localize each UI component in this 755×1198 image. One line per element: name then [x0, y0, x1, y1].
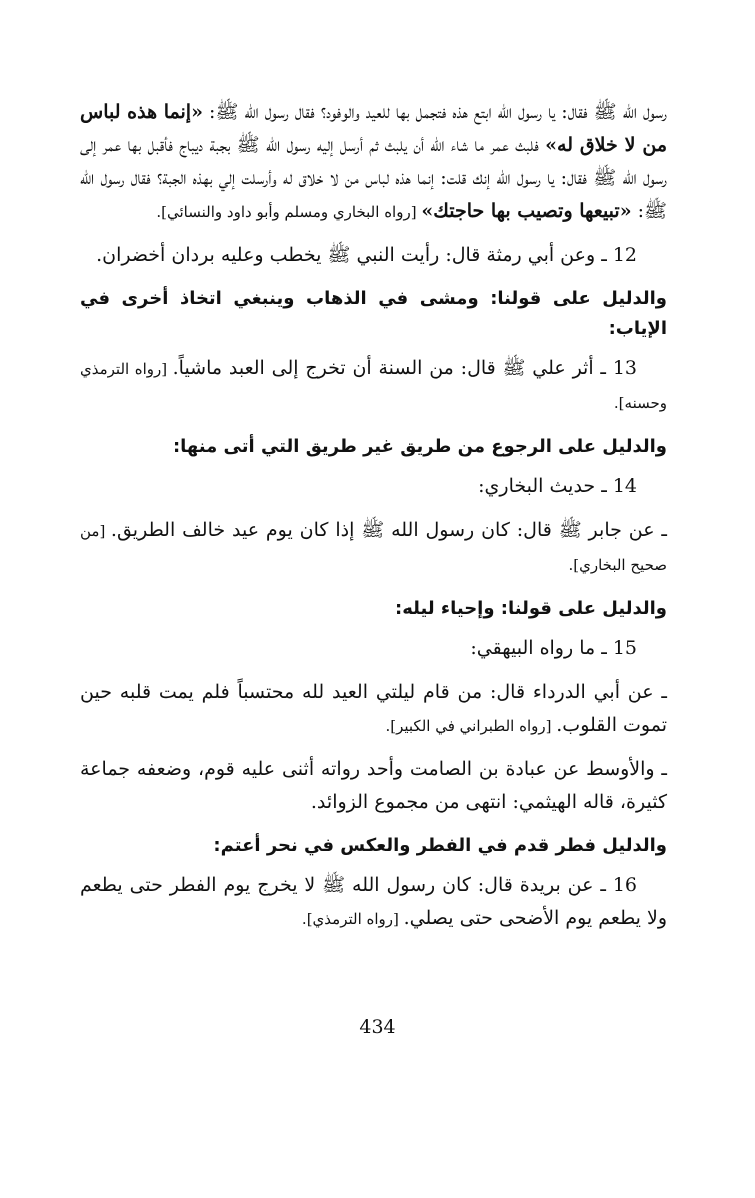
hadith-paragraph-13	[80, 352, 667, 420]
source-reference: [من صحيح البخاري].	[80, 522, 667, 574]
hadith-paragraph-ubada: ـ والأوسط عن عبادة بن الصامت وأحد رواته أثنى عليه قوم، وضعفه جماعة كثيرة، قاله الهيثمي: انتهى من مجموع الزوائد.	[80, 758, 667, 813]
quoted-saying: «إنما هذه لباس من لا خلاق له»	[80, 101, 668, 156]
hadith-paragraph-16	[80, 869, 667, 936]
section-heading-night-vigil: والدليل على قولنا: وإحياء ليله:	[395, 598, 667, 619]
hadith-intro-14: 14 ـ حديث البخاري:	[478, 475, 637, 497]
paragraph-text: ـ عن جابر ﷺ قال: كان رسول الله ﷺ إذا كان يوم عيد خالف الطريق.	[110, 519, 667, 541]
paragraph-text: ـ عن أبي الدرداء قال: من قام ليلتي العيد لله محتسباً فلم يمت قلبه حين تموت القلوب.	[80, 681, 667, 736]
hadith-paragraph-1	[80, 96, 667, 229]
page-number: 434	[359, 1016, 396, 1038]
quoted-saying: «تبيعها وتصيب بها حاجتك»	[421, 200, 632, 222]
source-reference: [رواه البخاري ومسلم وأبو داود والنسائي].	[156, 203, 422, 221]
paragraph-text: رسول الله ﷺ فقال: يا رسول الله ابتع هذه فتجمل بها للعيد والوفود؟ فقال رسول الله ﷺ:	[202, 101, 667, 123]
source-reference: [رواه الطبراني في الكبير].	[385, 717, 557, 735]
hadith-paragraph-12: 12 ـ وعن أبي رمثة قال: رأيت النبي ﷺ يخطب وعليه بردان أخضران.	[96, 244, 637, 266]
paragraph-text: فلبث عمر ما شاء الله أن يلبث ثم أرسل إليه رسول الله ﷺ بجبة ديباج فأقبل بها عمر إلى رسول الله ﷺ فقال: يا رسول الله إنك قلت: إنما هذه لباس من لا خلاق له وأرسلت إلي بهذه الجبة؟ فقال رسول الله ﷺ:	[80, 134, 667, 222]
section-heading-return-route: والدليل على الرجوع من طريق غير طريق التي أتى منها:	[172, 436, 667, 457]
section-heading-walking: والدليل على قولنا: ومشى في الذهاب وينبغي اتخاذ أخرى في الإياب:	[80, 288, 667, 339]
paragraph-text: 16 ـ عن بريدة قال: كان رسول الله ﷺ لا يخرج يوم الفطر حتى يطعم ولا يطعم يوم الأضحى حتى يصلي.	[80, 874, 667, 929]
hadith-intro-15: 15 ـ ما رواه البيهقي:	[470, 637, 637, 659]
hadith-paragraph-abu-darda	[80, 676, 667, 743]
hadith-paragraph-jabir	[80, 514, 667, 582]
source-reference: [رواه الترمذي وحسنه].	[80, 360, 667, 412]
source-reference: [رواه الترمذي].	[301, 910, 404, 928]
section-heading-eating: والدليل فطر قدم في الفطر والعكس في نحر أعتم:	[213, 835, 667, 856]
paragraph-text: 13 ـ أثر علي ﷺ قال: من السنة أن تخرج إلى العبد ماشياً.	[172, 357, 637, 379]
